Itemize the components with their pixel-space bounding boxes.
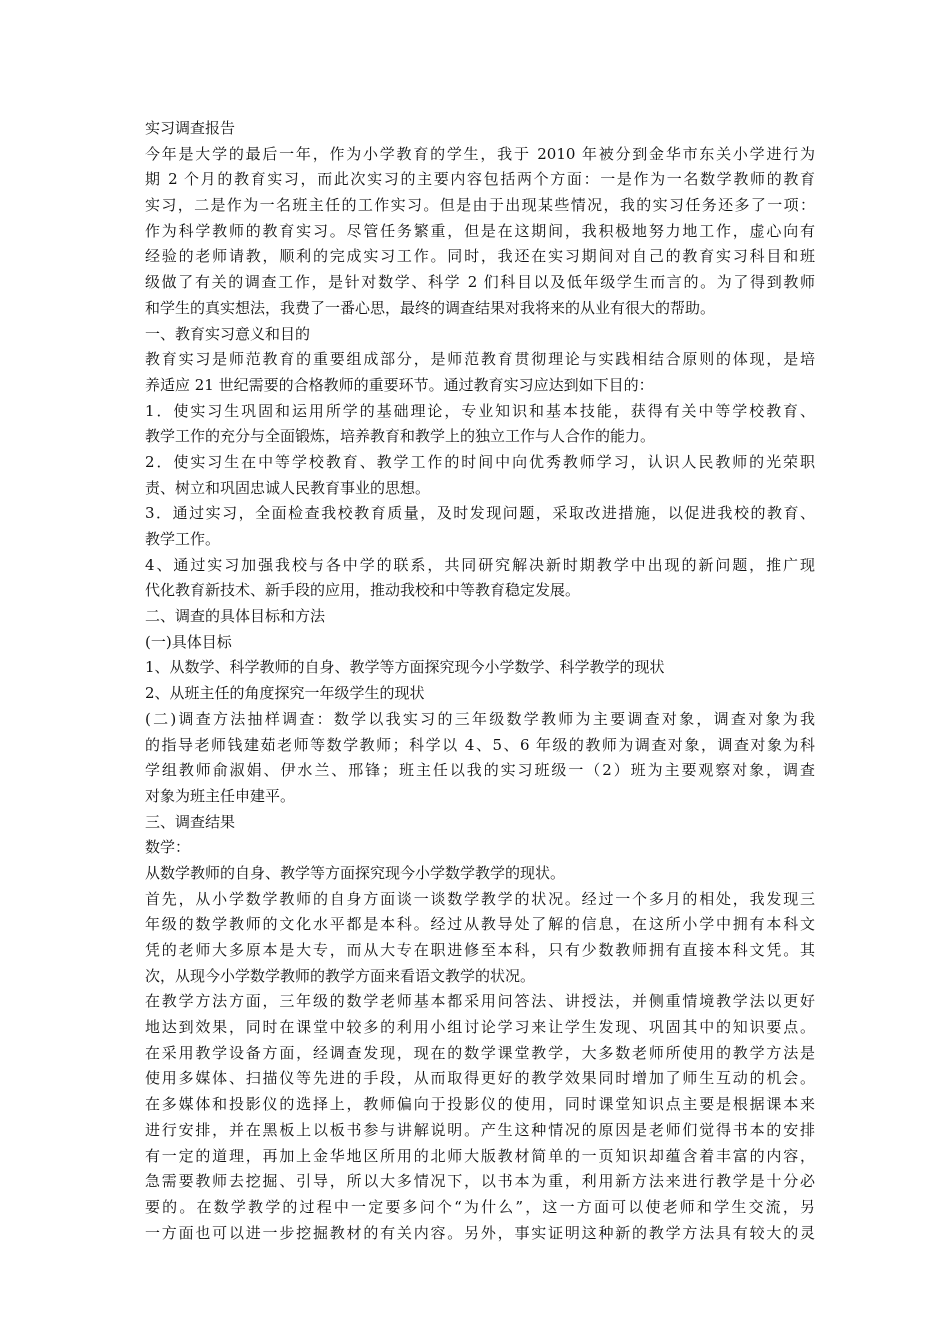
text-line: 1．使实习生巩固和运用所学的基础理论，专业知识和基本技能，获得有关中等学校教育、 xyxy=(145,401,815,420)
text-line: 实习，二是作为一名班主任的工作实习。但是由于出现某些情况，我的实习任务还多了一项： xyxy=(145,196,815,215)
text-line: 次，从现今小学数学教师的教学方面来看语文教学的状况。 xyxy=(145,966,536,985)
text-line: 在采用教学设备方面，经调查发现，现在的数学课堂教学，大多数老师所使用的教学方法是 xyxy=(145,1043,815,1062)
text-line: 在教学方法方面，三年级的数学老师基本都采用问答法、讲授法，并侧重情境教学法以更好 xyxy=(145,992,815,1011)
text-line: 4、通过实习加强我校与各中学的联系，共同研究解决新时期教学中出现的新问题，推广现 xyxy=(145,555,815,574)
document-title: 实习调查报告 xyxy=(145,119,236,137)
text-line: 期 2 个月的教育实习，而此次实习的主要内容包括两个方面：一是作为一名数学教师的教育 xyxy=(145,170,815,189)
text-line: 1、从数学、科学教师的自身、教学等方面探究现今小学数学、科学教学的现状 xyxy=(145,658,665,677)
text-line: 要的。在数学教学的过程中一定要多问个“为什么”，这一方面可以使老师和学生交流，另 xyxy=(145,1197,815,1216)
text-line: 一、教育实习意义和目的 xyxy=(145,324,311,343)
text-line: 急需要教师去挖掘、引导，所以大多情况下，以书本为重，利用新方法来进行教学是十分必 xyxy=(145,1172,815,1191)
text-line: 地达到效果，同时在课堂中较多的利用小组讨论学习来让学生发现、巩固其中的知识要点。 xyxy=(145,1018,815,1037)
text-line: 二、调查的具体目标和方法 xyxy=(145,607,326,626)
text-line: (一)具体目标 xyxy=(145,632,232,651)
text-line: 经验的老师请教，顺利的完成实习工作。同时，我还在实习期间对自己的教育实习科目和班 xyxy=(145,247,815,266)
text-line: 今年是大学的最后一年，作为小学教育的学生，我于 2010 年被分到金华市东关小学进行为 xyxy=(145,144,815,163)
text-line: 教学工作。 xyxy=(145,530,221,548)
text-line: 对象为班主任申建平。 xyxy=(145,786,296,805)
text-line: 的指导老师钱建茹老师等数学教师；科学以 4、5、6 年级的教师为调查对象，调查对象为科 xyxy=(145,735,815,754)
document-page xyxy=(145,116,815,1246)
text-line: 作为科学教师的教育实习。尽管任务繁重，但是在这期间，我积极地努力地工作，虚心向有 xyxy=(145,221,815,240)
text-line: 首先，从小学数学教师的自身方面谈一谈数学教学的状况。经过一个多月的相处，我发现三 xyxy=(145,889,815,908)
text-line: 有一定的道理，再加上金华地区所用的北师大版教材简单的一页知识却蕴含着丰富的内容， xyxy=(145,1146,815,1165)
text-line: 一方面也可以进一步挖掘教材的有关内容。另外，事实证明这种新的教学方法具有较大的灵 xyxy=(145,1223,815,1242)
text-line: 数学： xyxy=(145,838,191,857)
text-line: 养适应 21 世纪需要的合格教师的重要环节。通过教育实习应达到如下目的： xyxy=(145,375,654,394)
text-line: 教育实习是师范教育的重要组成部分，是师范教育贯彻理论与实践相结合原则的体现，是培 xyxy=(145,350,815,369)
text-line: 三、调查结果 xyxy=(145,812,236,831)
text-line: 责、树立和巩固忠诚人民教育事业的思想。 xyxy=(145,478,431,497)
text-line: 凭的老师大多原本是大专，而从大专在职进修至本科，只有少数教师拥有直接本科文凭。其 xyxy=(145,941,815,959)
text-line: 级做了有关的调查工作，是针对数学、科学 2 们科目以及低年级学生而言的。为了得到教师 xyxy=(145,273,815,292)
text-line: 代化教育新技术、新手段的应用，推动我校和中等教育稳定发展。 xyxy=(145,581,581,600)
text-line: 使用多媒体、扫描仪等先进的手段，从而取得更好的教学效果同时增加了师生互动的机会。 xyxy=(145,1069,815,1088)
text-line: 2．使实习生在中等学校教育、教学工作的时间中向优秀教师学习，认识人民教师的光荣职 xyxy=(145,452,815,471)
text-line: 在多媒体和投影仪的选择上，教师偏向于投影仪的使用，同时课堂知识点主要是根据课本来 xyxy=(145,1095,815,1114)
text-line: 从数学教师的自身、教学等方面探究现今小学数学教学的现状。 xyxy=(145,863,566,882)
text-line: 进行安排，并在黑板上以板书参与讲解说明。产生这种情况的原因是老师们觉得书本的安排 xyxy=(145,1120,815,1139)
text-line: 2、从班主任的角度探究一年级学生的现状 xyxy=(145,684,425,703)
text-line: 学组教师俞淑娟、伊水兰、邢锋；班主任以我的实习班级一（2）班为主要观察对象，调查 xyxy=(145,761,815,780)
text-line: 3．通过实习，全面检查我校教育质量，及时发现问题，采取改进措施，以促进我校的教育、 xyxy=(145,504,815,523)
text-line: 教学工作的充分与全面锻炼，培养教育和教学上的独立工作与人合作的能力。 xyxy=(145,427,656,446)
text-line: 和学生的真实想法，我费了一番心思，最终的调查结果对我将来的从业有很大的帮助。 xyxy=(145,298,716,317)
text-line: 年级的数学教师的文化水平都是本科。经过从教导处了解的信息，在这所小学中拥有本科文 xyxy=(145,915,815,934)
text-line: (二)调查方法抽样调查：数学以我实习的三年级数学教师为主要调查对象，调查对象为我 xyxy=(145,709,815,728)
